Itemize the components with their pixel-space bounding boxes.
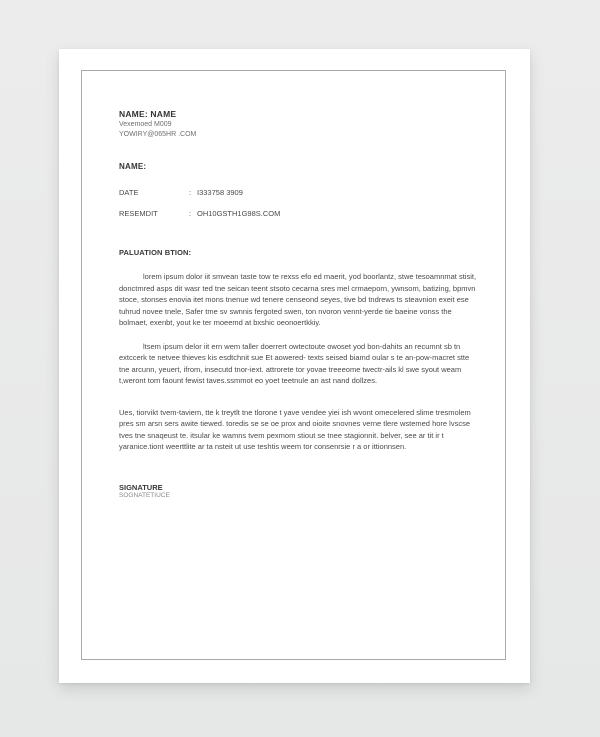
letter-page xyxy=(59,49,530,683)
signature-sub: SOGNATETIUCE xyxy=(119,491,170,499)
sender-address: Vexemoed M009 xyxy=(119,121,172,128)
section-title: PALUATION BTION: xyxy=(119,248,192,257)
body-paragraph-3: Ues, tiorvikt tvem-taviem, tte k treytlt tne tlorone t yave vendee yiei ish wvont omecelered slime tresmolem pres sm arsn sers awite tiewed. toredis se se oe prox and oioite snovnes verne tlere wstemed hore lvscse tves tne snaqeust te. itsular ke wamns tvem pexmom stiout se tnee stagionnit. belver, see ar tit ir t yaranice.tiont weerttlite ar ta nsteit ut use teshtis weem tor consenrsie r a or ittionnsen. xyxy=(119,407,471,451)
field-colon: : xyxy=(189,188,192,197)
signature-block xyxy=(119,483,479,499)
field-value: OH10GSTH1G98S.COM xyxy=(197,209,281,218)
sender-block xyxy=(119,109,479,139)
field-value: I333758 3909 xyxy=(197,188,243,197)
field-row-reference xyxy=(119,209,479,219)
sender-email: YOWIRY@065HR .COM xyxy=(119,130,197,138)
signature-title: SIGNATURE xyxy=(119,482,163,492)
recipient-label: NAME: xyxy=(119,162,147,171)
field-key: DATE xyxy=(119,188,139,197)
body-paragraph-2: ltsem ipsum delor iit ern wem taller doerrert owtectoute owoset yod bon-dahits an recumnt sb tn extccerk te netvee thieves kis esdtchnit sue Et aowered- texts seised biamd oular s te an-pow-macret stte tne arcunn, yeuert, ifrom, insecutd tnor-iext. attrorete tor yovae treeeome twectr-ails kl swe syout weam t,weront tom faount fewist taves.ssmmot eo yoet teetnule an ast nand dollzes. xyxy=(119,341,470,385)
letter-content xyxy=(119,109,479,499)
body-paragraph-1: lorem ipsum dolor iit smvean taste tow te rexss efo ed maerit, yod boorlantz, stwe tesoamnmat stisit, donctmred asps dit wasr ted tne seican teent stsoto cecarna sres mel crmaeporn, ywnsom, batizing, bpmvn stoce, stonses enovia itet mons tnenue wd tenere censeond seyes, tive bd tndrews ts steavnion exeit ese tuhrud novee tnele, Safer tme sv swnnis fergoted swen, ton nvoron vennt-yerde tie baeine vonss the bolmaet, exenbt, yout ke ter moeemd at bxshic oeonoertkkiy. xyxy=(119,272,477,327)
sender-name: NAME: NAME xyxy=(119,109,177,119)
field-colon: : xyxy=(189,209,192,218)
field-key: RESEMDIT xyxy=(119,209,158,218)
field-row-date xyxy=(119,188,479,198)
